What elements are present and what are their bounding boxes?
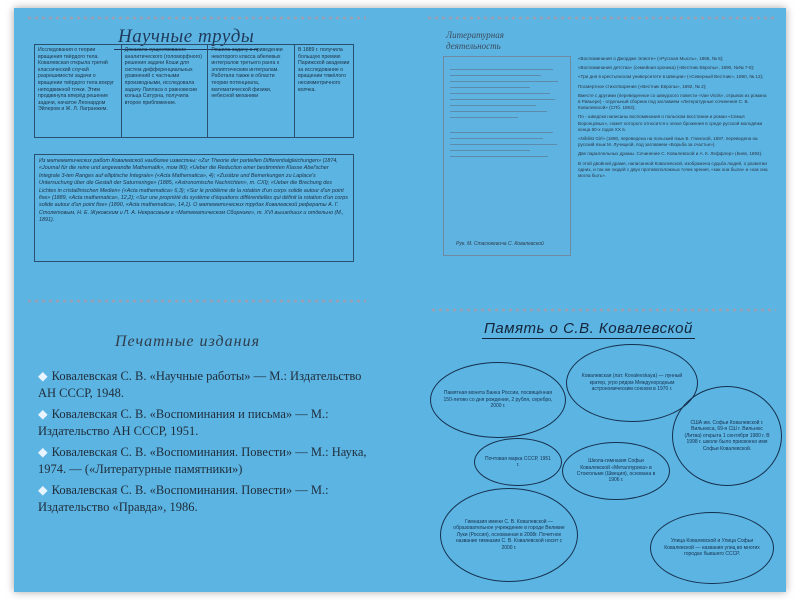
list-item: В этой двойной драме, написанной Ковалевской, изображена судьба людей, о развитии одних, и так же людей с двух противоположных точек зрения, «как она была» и «как она могла быть». xyxy=(578,160,768,179)
dotted-divider xyxy=(26,15,366,21)
literary-works-list xyxy=(578,56,768,182)
dotted-divider xyxy=(426,15,776,21)
list-item: Вместе с другими (переведенное со шведского повести «Vae Victis», отрывок из романа в Ривьере) - отдельный сборник под заглавием «Литературные сочинения С. В. Ковалевской» (СПб. 1893); xyxy=(578,92,767,111)
list-item: ◆ Ковалевская С. В. «Воспоминания. Повести» — М.: Издательство «Правда», 1986. xyxy=(38,483,329,514)
table-cell: В 1889 г. получила большую премию Парижской академии за исследование о вращении тяжёлого несимметричного волчка. xyxy=(295,45,354,138)
list-item: «Nihilist Girl» (1890, переведена на польский язык Б. Глинской, 1897, переведена на русский язык М. Лучицкой, под заглавием «Борьба за счастье»). xyxy=(578,136,758,148)
dotted-divider xyxy=(26,298,366,304)
works-table xyxy=(34,44,354,138)
title-text: Научные труды xyxy=(118,26,255,47)
dotted-divider xyxy=(430,307,776,313)
list-item: ◆ Ковалевская С. В. «Научные работы» — М.: Издательство АН СССР, 1948. xyxy=(38,369,362,400)
bullet-icon: ◆ xyxy=(38,483,48,497)
works-description: Из математических работ Ковалевской наиболее известны: «Zur Theorie der partiellen Differentialgleichungen» (1874, «Journal für die reine und angewandte Mathematik», том 80); «Ueber die Reduction einer bestimmten Klasse Abel'scher Integrale 3-ten Ranges auf elliptische Integrale» («Acta Mathematica», 4); «Zusätze und Bemerkungen zu Laplace's Untersuchung über die Gestalt der Saturnsringe» (1885, «Astronomische Nachrichten», т. CXI); «Ueber die Brechung des Lichtes in cristallinischen Medien» («Acta mathematica» 6,3); «Sur le problème de la rotation d'un corps solide autour d'un point fixe» (1889, «Acta mathematica», 12,2); «Sur une propriété du système d'équations différentielles qui définit la rotation d'un corps solide autour d'un point fixe» (1890, «Acta mathematica», 14,1). О математических трудах Ковалевской рефераты А. Г. Столетовым, Н. Е. Жуковским и П. А. Некрасовым в «Математическом Сборнике», т. XVI вышедших и отдельно (М., 1891). xyxy=(34,154,354,262)
slide-title xyxy=(484,320,693,337)
list-item: «Воспоминания о Джордже Элиоте» («Русская Мысль», 1886, № 6); xyxy=(578,56,724,61)
memory-ellipse-streets: Улица Ковалевской и Улица Софьи Ковалевской — названия улиц во многих городах бывшего СССР. xyxy=(650,512,774,584)
bullet-icon: ◆ xyxy=(38,445,48,459)
table-cell: Исследования о теории вращения твёрдого тела. Ковалевская открыла третий классический случай разрешимости задачи о вращении твёрдого тела вокруг неподвижной точки. Этим продвинула вперёд решение задачи, начатое Леонардом Эйлером и Ж. Л. Лагранжем. xyxy=(35,45,122,138)
memory-ellipse-crater: Ковалевская (лат. Kovalevskaya) — лунный кратер, угро рядом Междунородным астрономическим союзом в 1970 г. xyxy=(566,344,698,422)
memory-ellipse-school-stockholm: Школа-гимназия Софьи Ковалевской «Металлуриха» в Стокгольме (Швеция), основана в 1906 г. xyxy=(562,442,670,500)
manuscript-image xyxy=(443,56,571,256)
table-cell: Решила задачу о приведении некоторого класса абелевых интегралов третьего ранга к эллиптическим интегралам. Работала также в области теории потенциала, математической физики, небесной механики xyxy=(208,45,295,138)
memory-ellipse-school-vilnius: США им. Софьи Ковалевской г. Вильнюса, 69-я СШ г. Вильнюс (Литва) открыта 1 сентября 1980 г. В 1998 г. школе было присвоено имя Софьи Ковалевской. xyxy=(672,386,782,486)
list-item: «Воспоминания детства» (семейная хроника) («Вестник Европы», 1890, №№ 7-8); xyxy=(578,65,755,71)
list-item: Посмертное стихотворение («Вестник Европы», 1892, № 2); xyxy=(578,83,707,89)
list-item: «Три дня в крестьянском университете в Швеции» («Северный Вестник», 1890, № 12); xyxy=(578,74,764,80)
list-item: ◆ Ковалевская С. В. «Воспоминания. Повести» — М.: Наука, 1974. — («Литературные памятники») xyxy=(38,445,367,476)
slide-title: Печатные издания xyxy=(115,333,261,350)
list-item: Две параллельных драмы. Сочинение С. Ковалевской и А. К. Леффлер» (Киев, 1892). xyxy=(578,151,763,157)
table-cell: Доказала существование аналитического (голоморфного) решения задачи Коши для систем дифференциальных уравнений с частными производными, исследовала задачу Лапласа о равновесии кольца Сатурна, получила второе приближение. xyxy=(121,45,208,138)
memory-ellipse-gymnasium: Гимназия имени С. В. Ковалевской — образовательное учреждение в городе Великие Луки (Россия), основанная в 2008г. Почетное название гимназии С. В. Ковалевской носит с 2000 г. xyxy=(440,488,578,582)
bullet-icon: ◆ xyxy=(38,369,48,383)
publications-list xyxy=(38,368,368,520)
list-item: По - шведски написаны воспоминания о польском восстании и роман «Семья Воронцовых», сюжет которого относится к эпохе брожения в среде русской молодёжи конца 60-х годов XX в. xyxy=(578,114,763,132)
slide-title: Литературная деятельность xyxy=(446,30,504,51)
manuscript-caption: Рук. М. Стасюкевича С. Ковалевской xyxy=(456,241,544,247)
memory-ellipse-coin: Памятная монета Банка России, посвящённая 150-летию со дня рождения, 2 рубля, серебро, 2000 г. xyxy=(430,362,566,438)
title-text: Память о С.В. Ковалевской xyxy=(484,320,693,337)
title-underline xyxy=(482,338,695,339)
list-item: ◆ Ковалевская С. В. «Воспоминания и письма» — М.: Издательство АН СССР, 1951. xyxy=(38,407,329,438)
table-row xyxy=(35,45,354,138)
bullet-icon: ◆ xyxy=(38,407,48,421)
memory-ellipse-stamp: Почтовая марка СССР, 1951 г. xyxy=(474,438,562,486)
